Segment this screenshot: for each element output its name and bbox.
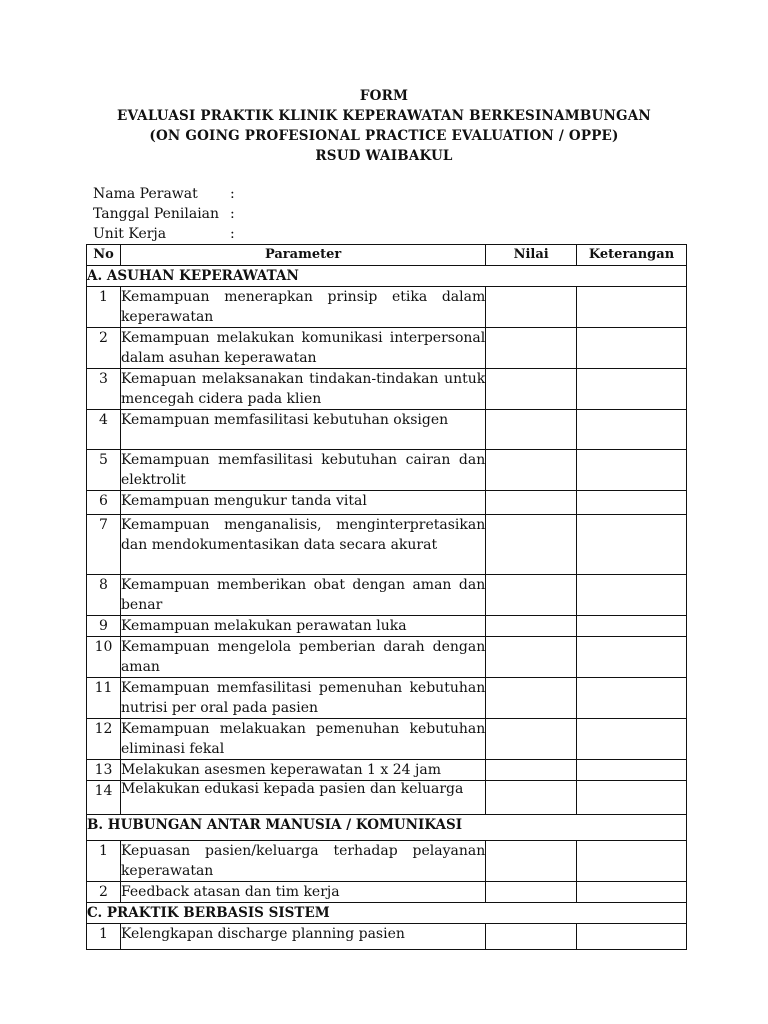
table-row	[87, 575, 687, 616]
table-row	[87, 719, 687, 760]
row-number: 5	[87, 450, 121, 491]
nilai-cell[interactable]	[486, 719, 577, 760]
keterangan-cell[interactable]	[577, 882, 687, 903]
row-parameter: Feedback atasan dan tim kerja	[120, 882, 485, 903]
form-title: FORM	[359, 88, 409, 104]
row-parameter: Kemampuan melakukan komunikasi interpersonal dalam asuhan keperawatan	[120, 328, 485, 369]
row-number: 3	[87, 369, 121, 410]
field-label: Tanggal Penilaian	[93, 206, 220, 222]
section-row-c	[87, 903, 687, 924]
form-subtitle-english: (ON GOING PROFESIONAL PRACTICE EVALUATION / OPPE)	[149, 128, 619, 144]
hospital-name: RSUD WAIBAKUL	[315, 148, 453, 164]
keterangan-cell[interactable]	[577, 410, 687, 450]
row-number: 2	[87, 328, 121, 369]
nilai-cell[interactable]	[486, 491, 577, 515]
field-nama-perawat	[93, 184, 235, 204]
keterangan-cell[interactable]	[577, 781, 687, 815]
nilai-cell[interactable]	[486, 924, 577, 950]
nilai-cell[interactable]	[486, 841, 577, 882]
table-row	[87, 678, 687, 719]
row-number: 12	[87, 719, 121, 760]
keterangan-cell[interactable]	[577, 287, 687, 328]
keterangan-cell[interactable]	[577, 369, 687, 410]
column-header-parameter: Parameter	[120, 245, 485, 266]
nilai-cell[interactable]	[486, 328, 577, 369]
row-parameter: Kemampuan menganalisis, menginterpretasikan dan mendokumentasikan data secara akurat	[120, 515, 485, 575]
table-row	[87, 287, 687, 328]
section-row-a	[87, 266, 687, 287]
table-row	[87, 781, 687, 815]
table-row	[87, 924, 687, 950]
form-subtitle: EVALUASI PRAKTIK KLINIK KEPERAWATAN BERKESINAMBUNGAN	[117, 108, 651, 124]
field-tanggal-penilaian	[93, 204, 235, 224]
keterangan-cell[interactable]	[577, 450, 687, 491]
section-row-b	[87, 815, 687, 841]
field-label: Unit Kerja	[93, 226, 167, 242]
nilai-cell[interactable]	[486, 515, 577, 575]
column-header-nilai: Nilai	[486, 245, 577, 266]
row-parameter: Kemampuan memberikan obat dengan aman dan benar	[120, 575, 485, 616]
row-parameter: Kemampuan menerapkan prinsip etika dalam keperawatan	[120, 287, 485, 328]
row-number: 2	[87, 882, 121, 903]
section-title: A. ASUHAN KEPERAWATAN	[87, 266, 687, 287]
row-parameter: Kemampuan mengelola pemberian darah dengan aman	[120, 637, 485, 678]
keterangan-cell[interactable]	[577, 841, 687, 882]
nilai-cell[interactable]	[486, 882, 577, 903]
row-parameter: Kemampuan mengukur tanda vital	[120, 491, 485, 515]
evaluation-table	[86, 244, 687, 950]
row-parameter: Kemapuan melaksanakan tindakan-tindakan untuk mencegah cidera pada klien	[120, 369, 485, 410]
section-title: B. HUBUNGAN ANTAR MANUSIA / KOMUNIKASI	[87, 815, 687, 841]
row-parameter: Kemampuan memfasilitasi pemenuhan kebutuhan nutrisi per oral pada pasien	[120, 678, 485, 719]
keterangan-cell[interactable]	[577, 616, 687, 637]
row-number: 4	[87, 410, 121, 450]
keterangan-cell[interactable]	[577, 491, 687, 515]
table-row	[87, 841, 687, 882]
column-header-no: No	[87, 245, 121, 266]
table-header-row	[87, 245, 687, 266]
keterangan-cell[interactable]	[577, 719, 687, 760]
nilai-cell[interactable]	[486, 678, 577, 719]
table-row	[87, 491, 687, 515]
row-parameter: Kemampuan memfasilitasi kebutuhan oksigen	[120, 410, 485, 450]
row-number: 6	[87, 491, 121, 515]
keterangan-cell[interactable]	[577, 760, 687, 781]
identity-fields	[93, 184, 235, 244]
nilai-cell[interactable]	[486, 450, 577, 491]
table-row	[87, 515, 687, 575]
keterangan-cell[interactable]	[577, 575, 687, 616]
table-row	[87, 369, 687, 410]
keterangan-cell[interactable]	[577, 637, 687, 678]
row-number: 13	[87, 760, 121, 781]
row-parameter: Kepuasan pasien/keluarga terhadap pelayanan keperawatan	[120, 841, 485, 882]
row-number: 8	[87, 575, 121, 616]
column-header-keterangan: Keterangan	[577, 245, 687, 266]
table-row	[87, 328, 687, 369]
table-row	[87, 637, 687, 678]
row-number: 1	[87, 924, 121, 950]
nilai-cell[interactable]	[486, 760, 577, 781]
field-separator: :	[230, 186, 235, 202]
keterangan-cell[interactable]	[577, 678, 687, 719]
row-number: 1	[87, 287, 121, 328]
section-title: C. PRAKTIK BERBASIS SISTEM	[87, 903, 687, 924]
row-parameter: Melakukan edukasi kepada pasien dan keluarga	[120, 781, 485, 815]
nilai-cell[interactable]	[486, 287, 577, 328]
table-row	[87, 450, 687, 491]
keterangan-cell[interactable]	[577, 515, 687, 575]
row-number: 1	[87, 841, 121, 882]
form-title-block	[0, 86, 768, 166]
nilai-cell[interactable]	[486, 616, 577, 637]
keterangan-cell[interactable]	[577, 924, 687, 950]
row-parameter: Melakukan asesmen keperawatan 1 x 24 jam	[120, 760, 485, 781]
row-number: 11	[87, 678, 121, 719]
row-number: 14	[87, 781, 121, 815]
nilai-cell[interactable]	[486, 410, 577, 450]
row-parameter: Kemampuan memfasilitasi kebutuhan cairan dan elektrolit	[120, 450, 485, 491]
nilai-cell[interactable]	[486, 369, 577, 410]
field-label: Nama Perawat	[93, 186, 198, 202]
field-separator: :	[230, 226, 235, 242]
nilai-cell[interactable]	[486, 575, 577, 616]
table-row	[87, 410, 687, 450]
nilai-cell[interactable]	[486, 637, 577, 678]
table-row	[87, 760, 687, 781]
keterangan-cell[interactable]	[577, 328, 687, 369]
nilai-cell[interactable]	[486, 781, 577, 815]
row-number: 7	[87, 515, 121, 575]
row-parameter: Kemampuan melakukan perawatan luka	[120, 616, 485, 637]
row-number: 10	[87, 637, 121, 678]
row-number: 9	[87, 616, 121, 637]
field-separator: :	[230, 206, 235, 222]
field-unit-kerja	[93, 224, 235, 244]
table-row	[87, 882, 687, 903]
row-parameter: Kelengkapan discharge planning pasien	[120, 924, 485, 950]
row-parameter: Kemampuan melakuakan pemenuhan kebutuhan eliminasi fekal	[120, 719, 485, 760]
table-row	[87, 616, 687, 637]
